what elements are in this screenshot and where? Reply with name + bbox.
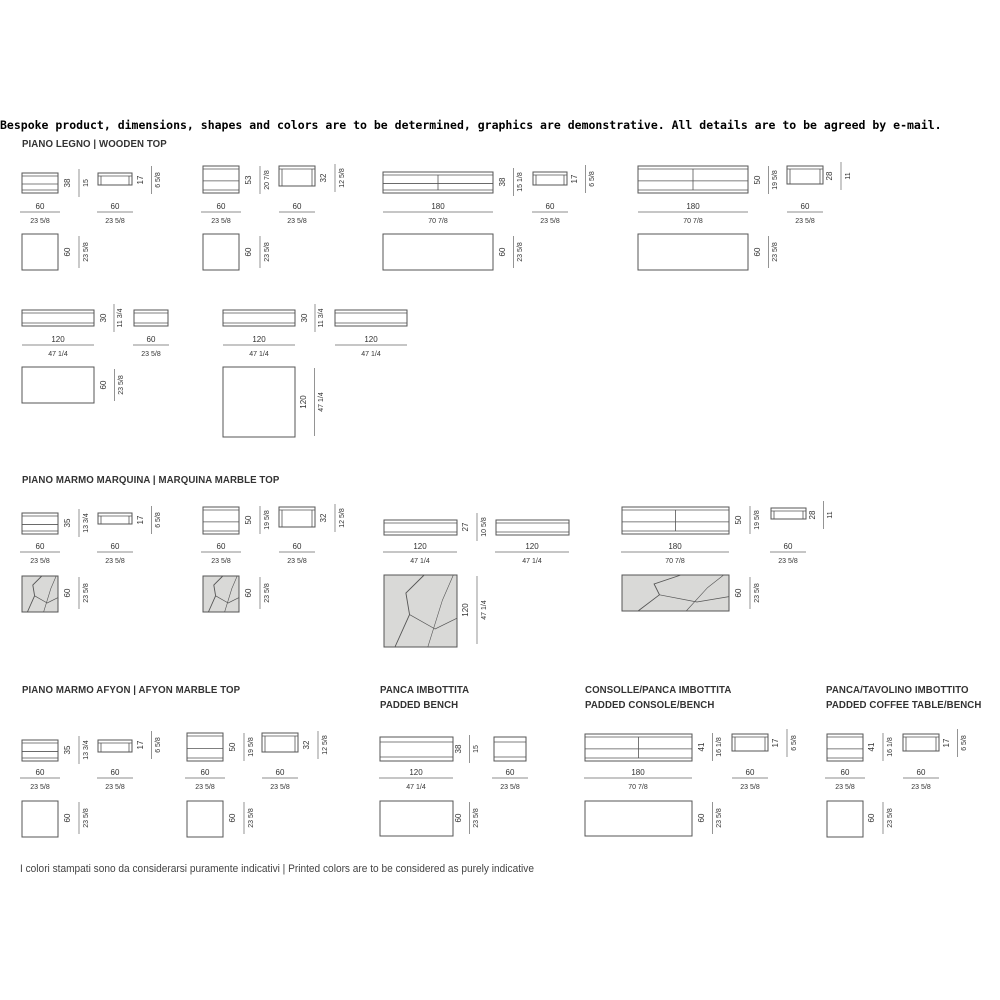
section-title-padded-coffee-table-it: PANCA/TAVOLINO IMBOTTITO — [826, 684, 969, 696]
depth-cm-label-5: 60 — [99, 380, 108, 390]
depth-cm-label-4: 60 — [753, 247, 762, 257]
depth-inch-label-14: 23 5/8 — [716, 808, 723, 828]
elevation-view-26 — [494, 737, 526, 761]
width-inch-label-19: 70 7/8 — [665, 558, 685, 565]
width-cm-label-13: 60 — [35, 542, 45, 551]
width-cm-label-26: 60 — [505, 768, 515, 777]
plan-view-8 — [203, 576, 239, 612]
height-inch-label-24: 6 5/8 — [791, 735, 798, 751]
bespoke-notice: Bespoke product, dimensions, shapes and colors are to be determined, graphics are demonstrative. All details are to be agreed by e-mail. — [0, 118, 942, 132]
width-cm-label-9: 120 — [51, 335, 65, 344]
height-cm-label-18: 35 — [63, 745, 72, 755]
elevation-view-14 — [98, 513, 132, 524]
height-cm-label-13: 50 — [244, 515, 253, 525]
depth-inch-label-13: 23 5/8 — [473, 808, 480, 828]
depth-cm-label-15: 60 — [867, 813, 876, 823]
height-inch-label-16: 19 5/8 — [754, 510, 761, 530]
depth-cm-label-2: 60 — [244, 247, 253, 257]
width-inch-label-15: 23 5/8 — [211, 558, 231, 565]
elevation-view-22 — [98, 740, 132, 752]
width-cm-label-10: 60 — [146, 335, 156, 344]
depth-inch-label-7: 23 5/8 — [83, 583, 90, 603]
width-inch-label-27: 70 7/8 — [628, 784, 648, 791]
width-cm-label-5: 180 — [431, 202, 445, 211]
width-cm-label-27: 180 — [631, 768, 645, 777]
height-inch-label-18: 13 3/4 — [83, 740, 90, 760]
elevation-view-29 — [827, 734, 863, 761]
depth-inch-label-4: 23 5/8 — [772, 242, 779, 262]
width-cm-label-14: 60 — [110, 542, 120, 551]
height-inch-label-4: 12 5/8 — [339, 168, 346, 188]
section-title-padded-bench-en: PADDED BENCH — [380, 699, 459, 711]
elevation-view-18 — [496, 520, 569, 535]
height-inch-label-19: 6 5/8 — [155, 737, 162, 753]
width-inch-label-10: 23 5/8 — [141, 351, 161, 358]
plan-view-3 — [383, 234, 493, 270]
plan-view-11 — [22, 801, 58, 837]
height-inch-label-13: 19 5/8 — [264, 510, 271, 530]
height-cm-label-4: 32 — [319, 173, 328, 183]
width-cm-label-28: 60 — [745, 768, 755, 777]
height-inch-label-20: 19 5/8 — [248, 737, 255, 757]
height-cm-label-2: 17 — [136, 175, 145, 185]
width-cm-label-29: 60 — [840, 768, 850, 777]
height-inch-label-21: 12 5/8 — [322, 735, 329, 755]
depth-inch-label-6: 47 1/4 — [318, 392, 325, 412]
section-title-padded-console-it: CONSOLLE/PANCA IMBOTTITA — [585, 684, 732, 696]
elevation-view-12 — [335, 310, 407, 326]
plan-view-1 — [22, 234, 58, 270]
width-inch-label-20: 23 5/8 — [778, 558, 798, 565]
depth-inch-label-11: 23 5/8 — [83, 808, 90, 828]
width-inch-label-1: 23 5/8 — [30, 218, 50, 225]
height-cm-label-3: 53 — [244, 175, 253, 185]
depth-cm-label-8: 60 — [244, 588, 253, 598]
width-cm-label-15: 60 — [216, 542, 226, 551]
width-inch-label-24: 23 5/8 — [270, 784, 290, 791]
height-inch-label-11: 13 3/4 — [83, 513, 90, 533]
height-cm-label-24: 17 — [771, 738, 780, 748]
section-title-wooden-top: PIANO LEGNO | WOODEN TOP — [22, 138, 167, 150]
width-cm-label-2: 60 — [110, 202, 120, 211]
width-cm-label-16: 60 — [292, 542, 302, 551]
depth-inch-label-3: 23 5/8 — [517, 242, 524, 262]
width-inch-label-6: 23 5/8 — [540, 218, 560, 225]
height-cm-label-17: 28 — [808, 510, 817, 520]
height-cm-label-19: 17 — [136, 740, 145, 750]
height-cm-label-14: 32 — [319, 513, 328, 523]
width-inch-label-12: 47 1/4 — [361, 351, 381, 358]
elevation-view-25 — [380, 737, 453, 761]
width-cm-label-7: 180 — [686, 202, 700, 211]
plan-view-10 — [622, 575, 729, 611]
plan-view-9 — [384, 575, 457, 647]
height-cm-label-9: 30 — [99, 313, 108, 323]
width-inch-label-29: 23 5/8 — [835, 784, 855, 791]
width-inch-label-7: 70 7/8 — [683, 218, 703, 225]
height-inch-label-9: 11 3/4 — [117, 308, 124, 328]
footer-disclaimer: I colori stampati sono da considerarsi puramente indicativi | Printed colors are to be considered as purely indicative — [20, 863, 534, 875]
elevation-view-15 — [203, 507, 239, 534]
height-cm-label-20: 50 — [228, 742, 237, 752]
plan-view-14 — [585, 801, 692, 836]
depth-inch-label-8: 23 5/8 — [264, 583, 271, 603]
width-cm-label-6: 60 — [545, 202, 555, 211]
section-title-afyon-marble-top: PIANO MARMO AFYON | AFYON MARBLE TOP — [22, 684, 241, 696]
height-inch-label-22: 15 — [473, 745, 480, 753]
depth-cm-label-13: 60 — [454, 813, 463, 823]
height-cm-label-22: 38 — [454, 744, 463, 754]
width-cm-label-30: 60 — [916, 768, 926, 777]
width-cm-label-4: 60 — [292, 202, 302, 211]
height-inch-label-14: 12 5/8 — [339, 508, 346, 528]
elevation-view-23 — [187, 733, 223, 761]
depth-cm-label-3: 60 — [498, 247, 507, 257]
height-inch-label-25: 16 1/8 — [887, 737, 894, 757]
width-inch-label-22: 23 5/8 — [105, 784, 125, 791]
plan-view-2 — [203, 234, 239, 270]
height-cm-label-10: 30 — [300, 313, 309, 323]
elevation-view-9 — [22, 310, 94, 326]
height-cm-label-1: 38 — [63, 178, 72, 188]
depth-inch-label-15: 23 5/8 — [887, 808, 894, 828]
width-cm-label-20: 60 — [783, 542, 793, 551]
depth-cm-label-7: 60 — [63, 588, 72, 598]
height-inch-label-8: 11 — [845, 172, 852, 180]
height-inch-label-12: 6 5/8 — [155, 512, 162, 528]
plan-view-7 — [22, 576, 58, 612]
width-cm-label-8: 60 — [800, 202, 810, 211]
width-cm-label-21: 60 — [35, 768, 45, 777]
height-inch-label-23: 16 1/8 — [716, 737, 723, 757]
height-inch-label-1: 15 — [83, 179, 90, 187]
elevation-view-2 — [98, 173, 132, 185]
width-cm-label-12: 120 — [364, 335, 378, 344]
depth-inch-label-1: 23 5/8 — [83, 242, 90, 262]
height-inch-label-7: 19 5/8 — [772, 170, 779, 190]
width-inch-label-11: 47 1/4 — [249, 351, 269, 358]
width-inch-label-2: 23 5/8 — [105, 218, 125, 225]
depth-cm-label-9: 120 — [461, 603, 470, 617]
plan-view-5 — [22, 367, 94, 403]
height-inch-label-15: 10 5/8 — [481, 517, 488, 537]
width-cm-label-23: 60 — [200, 768, 210, 777]
height-inch-label-17: 11 — [827, 511, 834, 519]
height-cm-label-23: 41 — [697, 742, 706, 752]
section-title-marquina-marble-top: PIANO MARMO MARQUINA | MARQUINA MARBLE TOP — [22, 474, 280, 486]
width-cm-label-11: 120 — [252, 335, 266, 344]
height-cm-label-7: 50 — [753, 175, 762, 185]
width-inch-label-4: 23 5/8 — [287, 218, 307, 225]
elevation-view-28 — [732, 734, 768, 751]
width-cm-label-3: 60 — [216, 202, 226, 211]
elevation-view-10 — [134, 310, 168, 326]
width-inch-label-18: 47 1/4 — [522, 558, 542, 565]
width-inch-label-16: 23 5/8 — [287, 558, 307, 565]
depth-inch-label-9: 47 1/4 — [481, 600, 488, 620]
height-inch-label-5: 15 1/8 — [517, 172, 524, 192]
width-cm-label-24: 60 — [275, 768, 285, 777]
width-inch-label-17: 47 1/4 — [410, 558, 430, 565]
depth-cm-label-12: 60 — [228, 813, 237, 823]
section-title-padded-coffee-table-en: PADDED COFFEE TABLE/BENCH — [826, 699, 982, 711]
width-cm-label-25: 120 — [409, 768, 423, 777]
plan-view-12 — [187, 801, 223, 837]
width-inch-label-23: 23 5/8 — [195, 784, 215, 791]
width-cm-label-22: 60 — [110, 768, 120, 777]
depth-inch-label-5: 23 5/8 — [118, 375, 125, 395]
width-inch-label-3: 23 5/8 — [211, 218, 231, 225]
height-inch-label-10: 11 3/4 — [318, 308, 325, 328]
height-cm-label-8: 28 — [825, 171, 834, 181]
section-title-padded-console-en: PADDED CONSOLE/BENCH — [585, 699, 715, 711]
plan-view-4 — [638, 234, 748, 270]
depth-inch-label-10: 23 5/8 — [754, 583, 761, 603]
height-cm-label-11: 35 — [63, 518, 72, 528]
width-cm-label-1: 60 — [35, 202, 45, 211]
depth-cm-label-14: 60 — [697, 813, 706, 823]
width-inch-label-9: 47 1/4 — [48, 351, 68, 358]
plan-view-6 — [223, 367, 295, 437]
height-cm-label-5: 38 — [498, 177, 507, 187]
width-inch-label-14: 23 5/8 — [105, 558, 125, 565]
elevation-view-20 — [771, 508, 806, 519]
height-inch-label-26: 6 5/8 — [961, 735, 968, 751]
depth-inch-label-2: 23 5/8 — [264, 242, 271, 262]
width-cm-label-17: 120 — [413, 542, 427, 551]
height-inch-label-2: 6 5/8 — [155, 172, 162, 188]
width-inch-label-13: 23 5/8 — [30, 558, 50, 565]
height-cm-label-25: 41 — [867, 742, 876, 752]
width-inch-label-8: 23 5/8 — [795, 218, 815, 225]
elevation-view-6 — [533, 172, 567, 185]
depth-cm-label-10: 60 — [734, 588, 743, 598]
width-inch-label-25: 47 1/4 — [406, 784, 426, 791]
depth-cm-label-1: 60 — [63, 247, 72, 257]
width-inch-label-21: 23 5/8 — [30, 784, 50, 791]
width-inch-label-28: 23 5/8 — [740, 784, 760, 791]
height-cm-label-26: 17 — [942, 738, 951, 748]
width-cm-label-18: 120 — [525, 542, 539, 551]
plan-view-13 — [380, 801, 453, 836]
height-cm-label-21: 32 — [302, 740, 311, 750]
height-cm-label-12: 17 — [136, 515, 145, 525]
elevation-view-17 — [384, 520, 457, 535]
height-inch-label-3: 20 7/8 — [264, 170, 271, 190]
height-cm-label-16: 50 — [734, 515, 743, 525]
depth-inch-label-12: 23 5/8 — [248, 808, 255, 828]
elevation-view-30 — [903, 734, 939, 751]
elevation-view-3 — [203, 166, 239, 193]
plan-view-15 — [827, 801, 863, 837]
width-inch-label-5: 70 7/8 — [428, 218, 448, 225]
height-cm-label-15: 27 — [461, 522, 470, 532]
height-inch-label-6: 6 5/8 — [589, 171, 596, 187]
depth-cm-label-6: 120 — [299, 395, 308, 409]
height-cm-label-6: 17 — [570, 174, 579, 184]
section-title-padded-bench-it: PANCA IMBOTTITA — [380, 684, 470, 696]
width-cm-label-19: 180 — [668, 542, 682, 551]
depth-cm-label-11: 60 — [63, 813, 72, 823]
width-inch-label-30: 23 5/8 — [911, 784, 931, 791]
width-inch-label-26: 23 5/8 — [500, 784, 520, 791]
elevation-view-11 — [223, 310, 295, 326]
